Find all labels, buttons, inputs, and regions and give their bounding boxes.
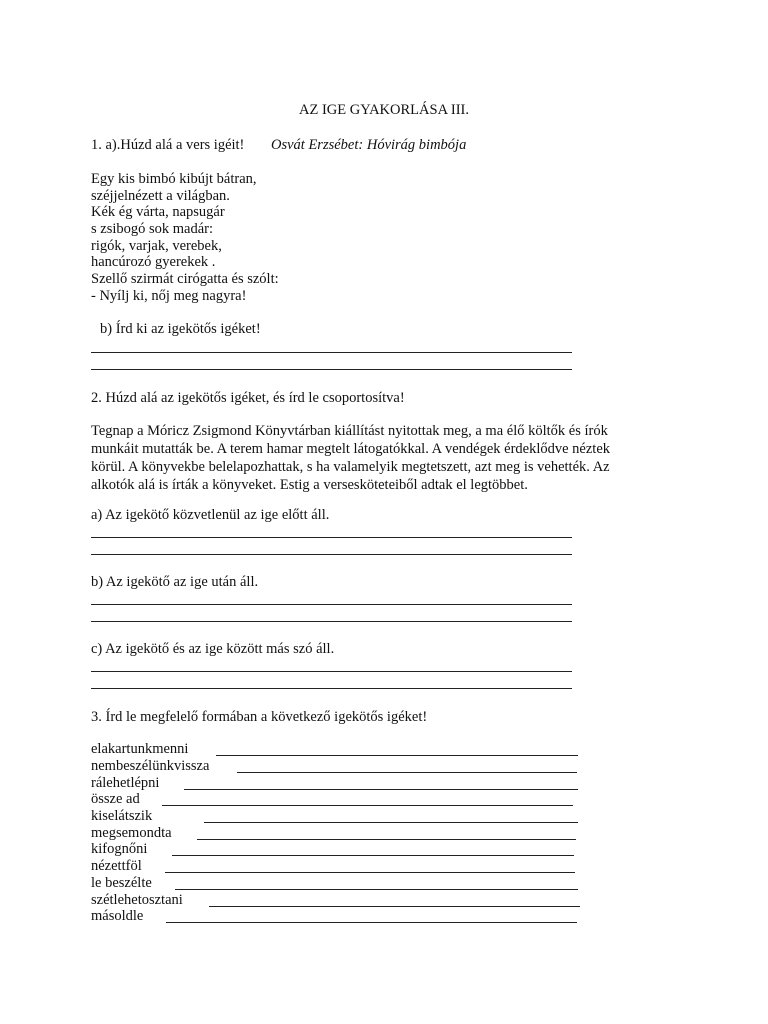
paragraph-line: Tegnap a Móricz Zsigmond Könyvtárban kiállítást nyitottak meg, a ma élő költők és írók xyxy=(91,423,608,439)
answer-line[interactable] xyxy=(197,839,576,840)
word-row xyxy=(91,892,581,909)
task2-paragraph xyxy=(91,422,657,494)
poem-line: hancúrozó gyerekek . xyxy=(91,254,216,270)
word-item: elakartunkmenni xyxy=(91,741,189,757)
poem-author-title: Osvát Erzsébet: Hóvirág bimbója xyxy=(271,137,467,153)
poem-line: - Nyílj ki, nőj meg nagyra! xyxy=(91,288,247,304)
answer-line[interactable] xyxy=(91,554,572,555)
word-item: le beszélte xyxy=(91,875,152,891)
word-item: megsemondta xyxy=(91,825,172,841)
answer-line[interactable] xyxy=(91,537,572,538)
answer-line[interactable] xyxy=(237,772,577,773)
answer-line[interactable] xyxy=(166,922,577,923)
answer-line[interactable] xyxy=(162,805,573,806)
answer-line[interactable] xyxy=(209,906,580,907)
paragraph-line: alkotók alá is írták a könyveket. Estig a versesköteteiből adtak el legtöbbet. xyxy=(91,477,528,493)
poem-line: Egy kis bimbó kibújt bátran, xyxy=(91,171,257,187)
page-title: AZ IGE GYAKORLÁSA III. xyxy=(299,102,469,118)
word-item: nézettföl xyxy=(91,858,142,874)
word-item: szétlehetosztani xyxy=(91,892,183,908)
word-item: másoldle xyxy=(91,908,144,924)
poem-line: széjjelnézett a világban. xyxy=(91,188,230,204)
word-row xyxy=(91,841,581,858)
answer-line[interactable] xyxy=(91,688,572,689)
word-row xyxy=(91,775,581,792)
word-row xyxy=(91,875,581,892)
answer-line[interactable] xyxy=(165,872,575,873)
answer-line[interactable] xyxy=(184,789,578,790)
word-item: kifognőni xyxy=(91,841,148,857)
answer-line[interactable] xyxy=(175,889,578,890)
paragraph-line: munkáit mutatták be. A terem hamar megtelt látogatókkal. A vendégek érdeklődve néztek xyxy=(91,441,611,457)
task2-a-label: a) Az igekötő közvetlenül az ige előtt áll. xyxy=(91,507,330,523)
task2-b-label: b) Az igekötő az ige után áll. xyxy=(91,574,259,590)
paragraph-line: körül. A könyvekbe belelapozhattak, s ha valamelyik megtetszett, azt meg is vehették. Az xyxy=(91,459,610,475)
word-item: rálehetlépni xyxy=(91,775,160,791)
poem-line: s zsibogó sok madár: xyxy=(91,221,214,237)
poem-line: rigók, varjak, verebek, xyxy=(91,238,222,254)
poem-line: Kék ég várta, napsugár xyxy=(91,204,225,220)
answer-line[interactable] xyxy=(91,352,572,353)
answer-line[interactable] xyxy=(91,621,572,622)
task1-b-label: b) Írd ki az igekötős igéket! xyxy=(100,321,261,337)
task2-c-label: c) Az igekötő és az ige között más szó áll. xyxy=(91,641,335,657)
word-item: össze ad xyxy=(91,791,140,807)
task3-label: 3. Írd le megfelelő formában a következő igekötős igéket! xyxy=(91,709,428,725)
task2-label: 2. Húzd alá az igekötős igéket, és írd le csoportosítva! xyxy=(91,390,405,406)
poem-line: Szellő szirmát cirógatta és szólt: xyxy=(91,271,279,287)
word-item: kiselátszik xyxy=(91,808,153,824)
word-row xyxy=(91,791,581,808)
word-row xyxy=(91,908,581,925)
word-row xyxy=(91,758,581,775)
answer-line[interactable] xyxy=(216,755,578,756)
answer-line[interactable] xyxy=(172,855,574,856)
word-row xyxy=(91,808,581,825)
answer-line[interactable] xyxy=(91,671,572,672)
task1-a-label: 1. a).Húzd alá a vers igéit! xyxy=(91,137,245,153)
answer-line[interactable] xyxy=(91,604,572,605)
answer-line[interactable] xyxy=(91,369,572,370)
word-item: nembeszélünkvissza xyxy=(91,758,210,774)
answer-line[interactable] xyxy=(204,822,578,823)
word-row xyxy=(91,825,581,842)
word-row xyxy=(91,858,581,875)
word-row xyxy=(91,741,581,758)
